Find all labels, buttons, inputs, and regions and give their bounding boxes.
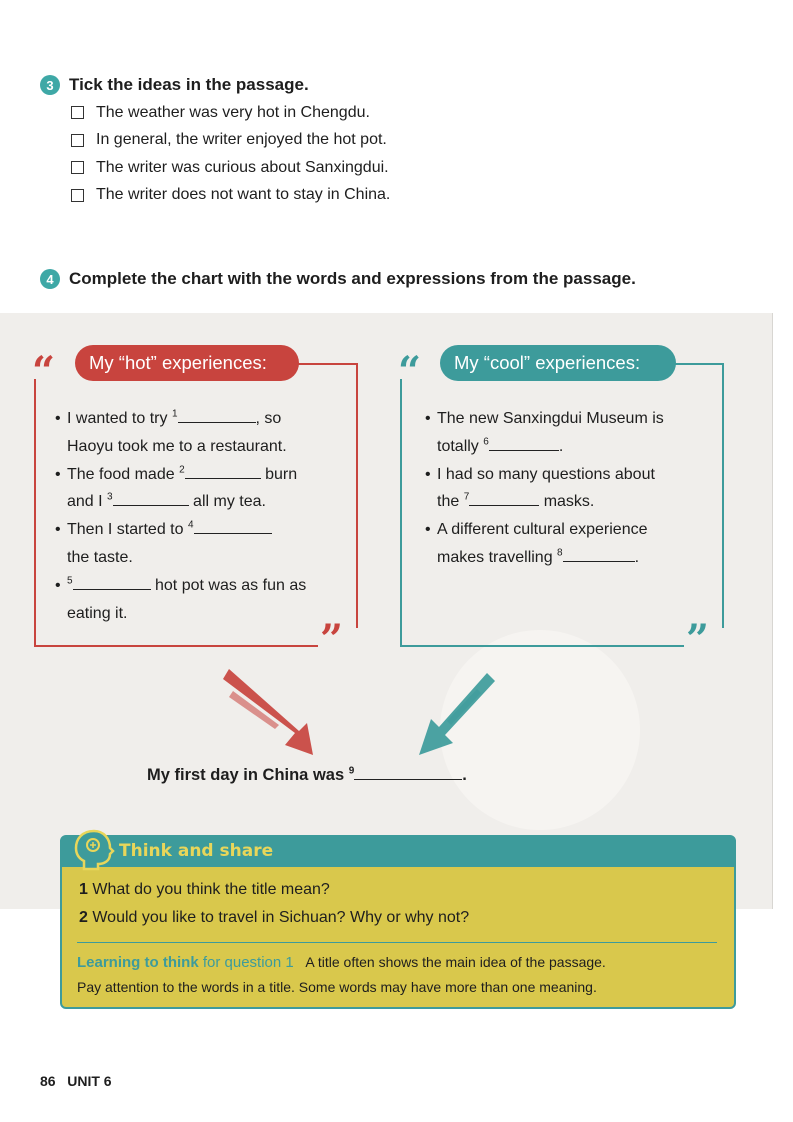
answer-blank[interactable] bbox=[469, 491, 539, 506]
tick-item[interactable] bbox=[71, 127, 390, 155]
checkbox-icon[interactable] bbox=[71, 106, 84, 119]
checkbox-icon[interactable] bbox=[71, 161, 84, 174]
answer-blank[interactable] bbox=[563, 547, 635, 562]
exercise-number-badge: 3 bbox=[40, 75, 60, 95]
exercise-3-title: Tick the ideas in the passage. bbox=[69, 75, 309, 94]
answer-blank[interactable] bbox=[194, 519, 272, 534]
teal-arrow-icon bbox=[405, 665, 500, 760]
unit-label: UNIT 6 bbox=[67, 1073, 112, 1089]
tick-item-text: In general, the writer enjoyed the hot pot. bbox=[96, 131, 387, 149]
exercise-4-heading bbox=[40, 269, 636, 289]
answer-blank[interactable] bbox=[489, 436, 559, 451]
tick-item[interactable] bbox=[71, 99, 390, 127]
answer-blank[interactable] bbox=[73, 575, 151, 590]
cool-experiences-title: My “cool” experiences: bbox=[440, 345, 676, 381]
exercise-number-badge: 4 bbox=[40, 269, 60, 289]
open-quote-icon: “ bbox=[398, 348, 422, 395]
list-item: • The new Sanxingdui Museum is totally $^6$ . bbox=[425, 405, 715, 461]
answer-blank[interactable] bbox=[178, 408, 256, 423]
open-quote-icon: “ bbox=[32, 348, 56, 395]
divider bbox=[77, 942, 717, 943]
think-and-share-box bbox=[60, 835, 736, 1009]
tick-list bbox=[71, 99, 390, 209]
list-item: • $^5$ hot pot was as fun as eating it. bbox=[55, 572, 345, 628]
learning-to-think-tip: Learning to think for question 1 A title often shows the main idea of the passage. Pay attention to the words in a title. Some words may have more than one meaning. bbox=[77, 954, 606, 995]
tick-item-text: The writer does not want to stay in China. bbox=[96, 186, 391, 204]
hot-experiences-list bbox=[55, 405, 345, 627]
answer-blank[interactable] bbox=[354, 765, 462, 780]
cool-experiences-list bbox=[425, 405, 715, 572]
exercise-3-heading bbox=[40, 75, 309, 95]
answer-blank[interactable] bbox=[113, 491, 189, 506]
tick-item[interactable] bbox=[71, 154, 390, 182]
tick-item-text: The weather was very hot in Chengdu. bbox=[96, 103, 370, 121]
answer-blank[interactable] bbox=[185, 464, 261, 479]
page-number: 86 bbox=[40, 1073, 56, 1089]
think-question: 2 Would you like to travel in Sichuan? Why or why not? bbox=[79, 909, 470, 926]
red-arrow-icon bbox=[215, 665, 325, 760]
hot-experiences-title: My “hot” experiences: bbox=[75, 345, 299, 381]
page-footer bbox=[40, 1073, 112, 1089]
list-item: • I wanted to try $^1$ , so Haoyu took me to a restaurant. bbox=[55, 405, 345, 461]
tick-item-text: The writer was curious about Sanxingdui. bbox=[96, 158, 389, 176]
list-item: • I had so many questions about the $^7$ masks. bbox=[425, 461, 715, 517]
checkbox-icon[interactable] bbox=[71, 189, 84, 202]
checkbox-icon[interactable] bbox=[71, 134, 84, 147]
list-item: • The food made $^2$ burn and I $^3$ all my tea. bbox=[55, 461, 345, 517]
tick-item[interactable] bbox=[71, 182, 390, 210]
think-question: 1 What do you think the title mean? bbox=[79, 881, 330, 898]
close-quote-icon: ” bbox=[320, 616, 344, 663]
think-title: Think and share bbox=[119, 841, 274, 861]
exercise-4-title: Complete the chart with the words and expressions from the passage. bbox=[69, 269, 636, 288]
thinking-head-icon bbox=[72, 827, 116, 871]
close-quote-icon: ” bbox=[686, 616, 710, 663]
list-item: • Then I started to $^4$ the taste. bbox=[55, 516, 345, 572]
list-item: • A different cultural experience makes travelling $^8$ . bbox=[425, 516, 715, 572]
summary-sentence: My first day in China was $^9$ . bbox=[147, 765, 467, 784]
